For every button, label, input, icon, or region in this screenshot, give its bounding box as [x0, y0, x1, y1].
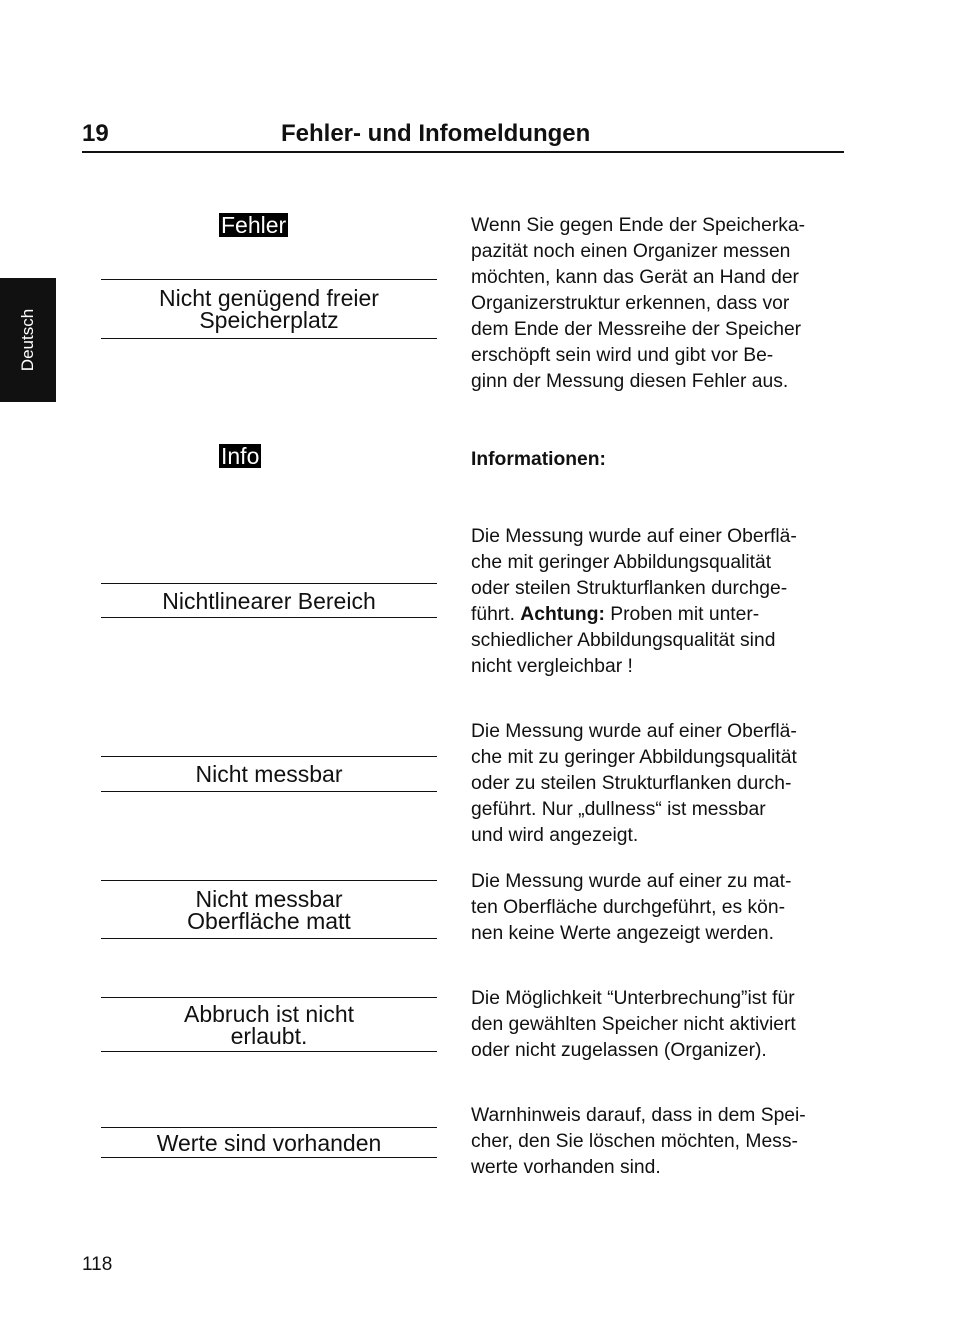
language-side-tab — [0, 278, 56, 402]
display-not-enough-memory: Nicht genügend freier Speicherplatz — [101, 279, 437, 339]
desc-nonlinear-range — [471, 524, 851, 680]
display-not-measurable-matt: Nicht messbar Oberfläche matt — [101, 880, 437, 939]
display-not-measurable: Nicht messbar — [101, 756, 437, 792]
side-tab-label: Deutsch — [18, 308, 37, 372]
chapter-title: Fehler- und Infomeldungen — [281, 120, 591, 147]
desc-nonlinear-range-text-2: Proben mit unter- schiedlicher Abbildungsqualität sind nicht vergleichbar ! — [471, 604, 776, 677]
display-values-present: Werte sind vorhanden — [101, 1127, 437, 1158]
desc-not-measurable-matt: Die Messung wurde auf einer zu mat- ten Oberfläche durchgeführt, es kön- nen keine Werte angezeigt werden. — [471, 871, 792, 944]
info-badge: Info — [221, 443, 260, 469]
desc-nonlinear-range-bold: Achtung: — [520, 604, 605, 625]
desc-not-measurable: Die Messung wurde auf einer Oberflä- che mit zu geringer Abbildungsqualität oder zu steilen Strukturflanken durch- geführt. Nur „dullness“ ist messbar und wird angezeigt. — [471, 721, 797, 846]
display-nonlinear-range: Nichtlinearer Bereich — [101, 583, 437, 618]
display-abort-not-allowed: Abbruch ist nicht erlaubt. — [101, 997, 437, 1052]
desc-nonlinear-range-text-1: Die Messung wurde auf einer Oberflä- che mit geringer Abbildungsqualität oder steilen Strukturflanken durchge- führt. — [471, 526, 797, 625]
desc-not-enough-memory: Wenn Sie gegen Ende der Speicherka- pazität noch einen Organizer messen möchten, kann das Gerät an Hand der Organizerstruktur erkennen, dass vor dem Ende der Messreihe der Speicher erschöpft sein wird und gibt vor Be- ginn der Messung diesen Fehler aus. — [471, 215, 806, 392]
header-rule — [82, 151, 844, 153]
chapter-number: 19 — [82, 120, 109, 147]
page-number: 118 — [82, 1254, 113, 1275]
desc-values-present: Warnhinweis darauf, dass in dem Spei- cher, den Sie löschen möchten, Mess- werte vorhanden sind. — [471, 1105, 806, 1178]
desc-abort-not-allowed: Die Möglichkeit “Unterbrechung”ist für den gewählten Speicher nicht aktiviert oder nicht zugelassen (Organizer). — [471, 988, 796, 1061]
error-badge: Fehler — [221, 212, 287, 238]
info-heading: Informationen: — [471, 449, 606, 470]
